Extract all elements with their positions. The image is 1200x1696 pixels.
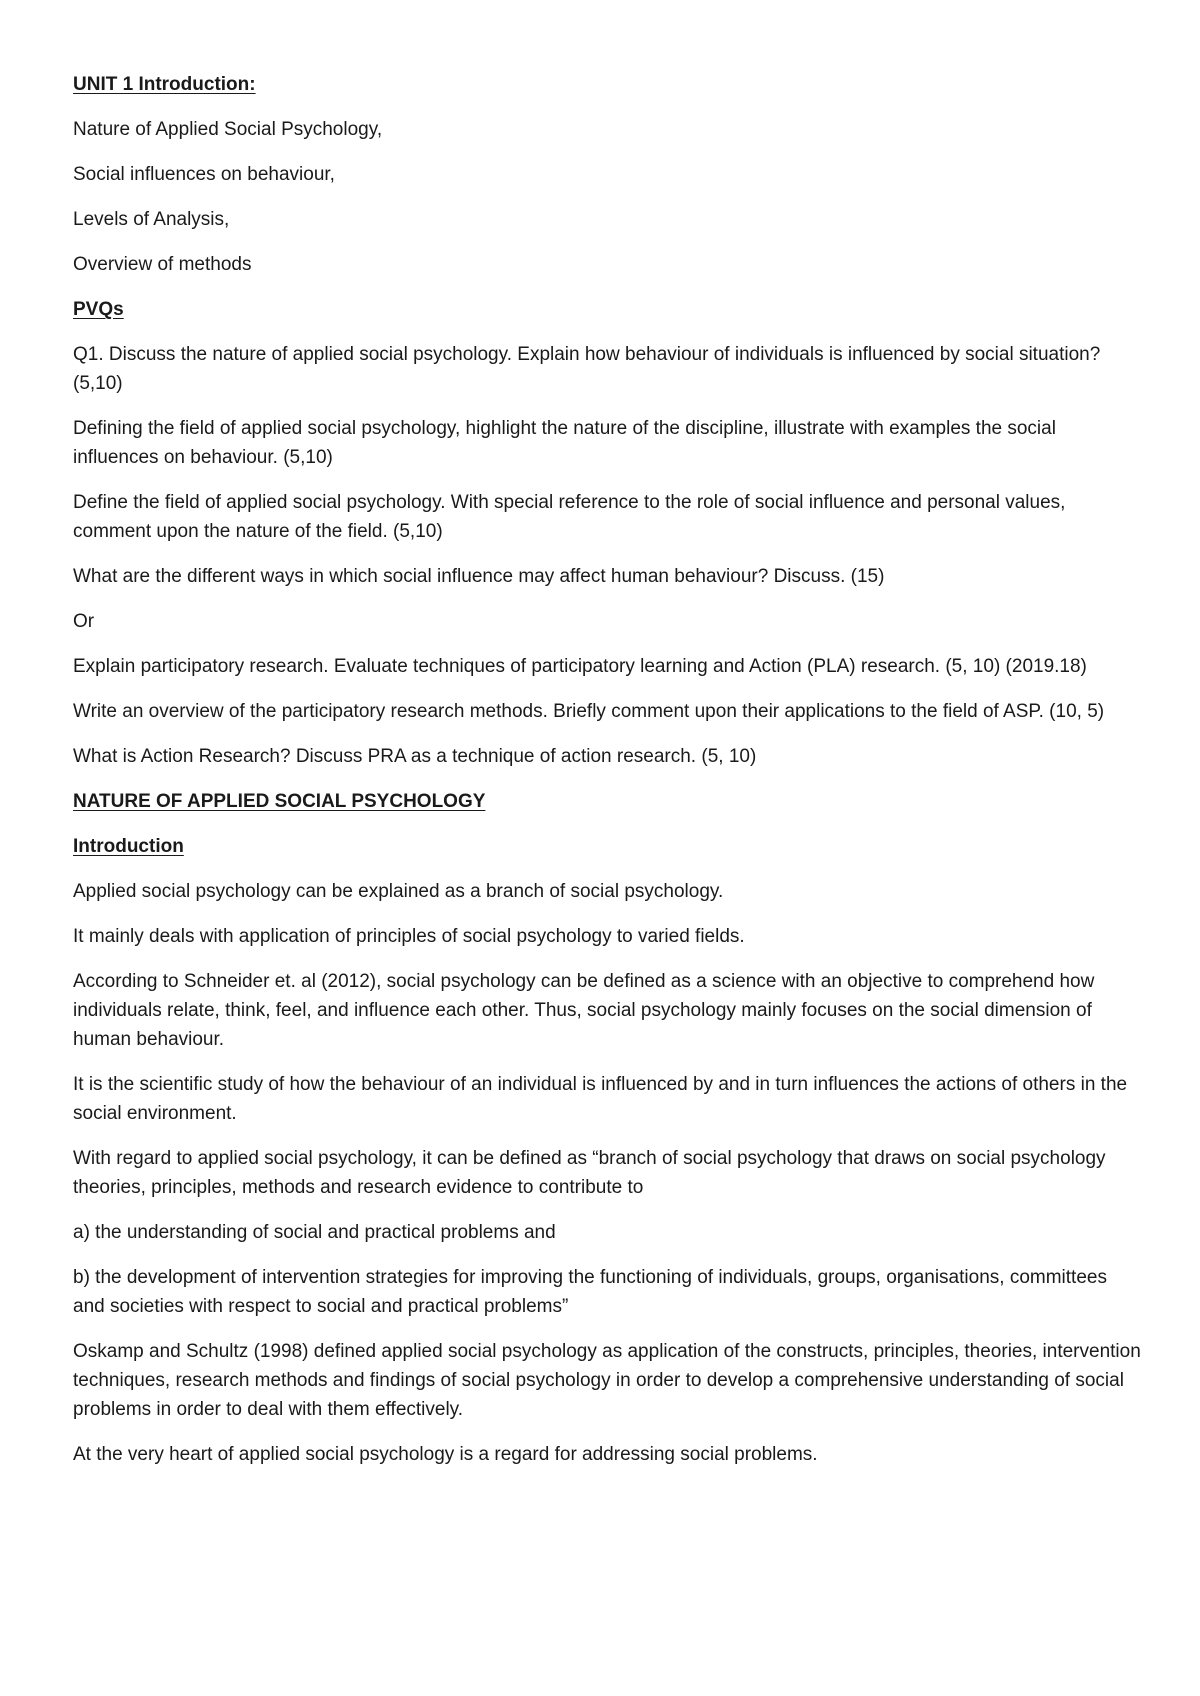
body-paragraph: According to Schneider et. al (2012), social psychology can be defined as a science with an objective to comprehend how individuals relate, think, feel, and influence each other. Thus, social psychology mainly focuses on the social dimension of human behaviour. [73,971,1095,1050]
question-item: Write an overview of the participatory research methods. Briefly comment upon their applications to the field of ASP. (10, 5) [73,701,1105,722]
topic-item: Social influences on behaviour, [73,164,335,185]
question-item: What are the different ways in which social influence may affect human behaviour? Discuss. (15) [73,566,885,587]
body-paragraph: b) the development of intervention strategies for improving the functioning of individuals, groups, organisations, committees and societies with respect to social and practical problems” [73,1267,1107,1317]
section-heading: NATURE OF APPLIED SOCIAL PSYCHOLOGY [73,791,486,812]
pvqs-heading: PVQs [73,299,124,320]
question-item: Define the field of applied social psychology. With special reference to the role of social influence and personal values, comment upon the nature of the field. (5,10) [73,492,1066,542]
body-paragraph: a) the understanding of social and practical problems and [73,1222,556,1243]
body-paragraph: Oskamp and Schultz (1998) defined applied social psychology as application of the constructs, principles, theories, intervention techniques, research methods and findings of social psychology in order to develop a comprehensive understanding of social problems in order to deal with them effectively. [73,1341,1141,1420]
question-item: Explain participatory research. Evaluate techniques of participatory learning and Action (PLA) research. (5, 10) (2019.18) [73,656,1087,677]
body-paragraph: With regard to applied social psychology, it can be defined as “branch of social psychology that draws on social psychology theories, principles, methods and research evidence to contribute to [73,1148,1106,1198]
section-subheading: Introduction [73,836,184,857]
body-paragraph: It is the scientific study of how the behaviour of an individual is influenced by and in turn influences the actions of others in the social environment. [73,1074,1128,1124]
body-paragraph: At the very heart of applied social psychology is a regard for addressing social problems. [73,1444,818,1465]
document-page [73,70,1143,1485]
body-paragraph: Applied social psychology can be explained as a branch of social psychology. [73,881,724,902]
topic-item: Nature of Applied Social Psychology, [73,119,383,140]
question-item: What is Action Research? Discuss PRA as a technique of action research. (5, 10) [73,746,757,767]
topic-item: Overview of methods [73,254,252,275]
question-item: Q1. Discuss the nature of applied social psychology. Explain how behaviour of individuals is influenced by social situation? (5,10) [73,344,1101,394]
question-item: Defining the field of applied social psychology, highlight the nature of the discipline, illustrate with examples the social influences on behaviour. (5,10) [73,418,1056,468]
question-or: Or [73,611,95,632]
unit-heading: UNIT 1 Introduction: [73,74,256,95]
body-paragraph: It mainly deals with application of principles of social psychology to varied fields. [73,926,745,947]
topic-item: Levels of Analysis, [73,209,230,230]
